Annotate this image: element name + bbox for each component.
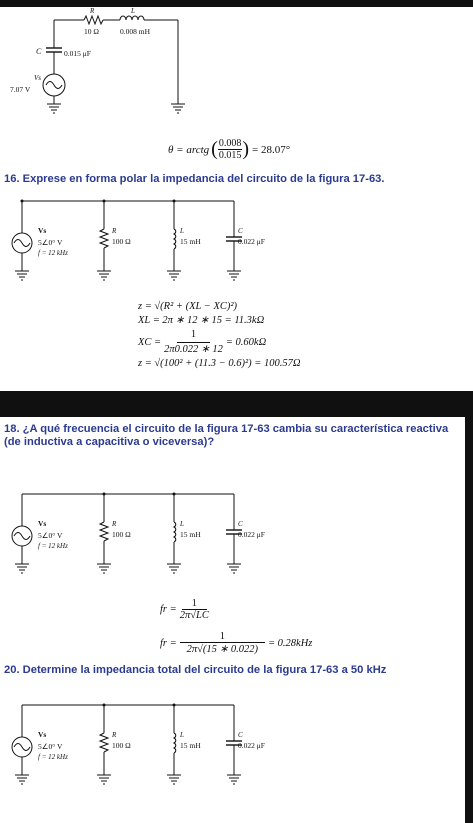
q20-heading: 20. Determine la impedancia total del circuito de la figura 17-63 a 50 kHz [4, 664, 387, 676]
q16-eq-impedance-formula: z = √(R² + (XL − XC)²) [138, 301, 238, 312]
r-symbol-label: R [112, 227, 117, 235]
r-symbol-label: R [112, 520, 117, 528]
l-value-label: 0.008 mH [120, 27, 150, 36]
q16-eq-xl: XL = 2π ∗ 12 ∗ 15 = 11.3kΩ [138, 315, 265, 326]
r-value-label: 100 Ω [112, 530, 131, 539]
q18-f1-denominator: 2π√LC [179, 609, 209, 621]
top-dark-bar [0, 0, 473, 7]
q18-eq-resonance-result: fr = $\frac{1}{2\pi√(15 ∗ 0.022)}$ = 0.28kHz [160, 631, 313, 655]
q18-heading: 18. ¿A qué frecuencia el circuito de la figura 17-63 cambia su característica reactiva (de inductiva a capacitiva o viceversa)? [4, 423, 449, 448]
l-symbol-label: L [180, 227, 184, 235]
c-value-label: 0.022 μF [238, 741, 265, 750]
inductor-symbol [120, 16, 144, 20]
q18-f2-denominator: 2π√(15 ∗ 0.022) [186, 644, 259, 655]
vs-freq-label: f = 12 kHz [38, 542, 68, 550]
l-symbol-label: L [180, 731, 184, 739]
l-symbol-label: L [131, 8, 135, 15]
vs-freq-label: f = 12 kHz [38, 753, 68, 761]
theta-rhs: = 28.07° [251, 143, 291, 156]
c-value-label: 0.022 μF [238, 237, 265, 246]
theta-lhs: θ = arctg [168, 143, 210, 156]
l-value-label: 15 mH [180, 530, 201, 539]
series-rlc-circuit [0, 8, 200, 120]
circuit-17-63-q16 [4, 193, 274, 291]
circuit-17-63-q18 [4, 486, 274, 584]
r-value-label: 100 Ω [112, 741, 131, 750]
theta-equation: θ = arctg ( $\frac{0.008}{0.015}$ ) = 28.07° [168, 138, 291, 161]
theta-numerator: 0.008 [218, 138, 242, 149]
l-value-label: 15 mH [180, 237, 201, 246]
vs-symbol-label: Vs [38, 519, 47, 528]
q16-heading: 16. Exprese en forma polar la impedancia del circuito de la figura 17-63. [4, 173, 385, 185]
theta-denominator: 0.015 [218, 150, 242, 161]
q16-equations [138, 300, 300, 371]
c-value-label: 0.022 μF [238, 530, 265, 539]
vs-freq-label: f = 12 kHz [38, 249, 68, 257]
c-symbol-label: C [36, 47, 42, 56]
q16-xc-numerator: 1 [177, 328, 210, 343]
resistor-symbol [84, 16, 103, 24]
right-dark-strip [465, 417, 473, 823]
circuit-17-63-q20 [4, 697, 274, 795]
vs-value-label: 5∠0° V [38, 238, 63, 247]
c-symbol-label: C [238, 520, 243, 528]
r-symbol-label: R [112, 731, 117, 739]
q18-f2-numerator: 1 [180, 631, 265, 643]
q16-eq-impedance-result: z = √(100² + (11.3 − 0.6)²) = 100.57Ω [138, 358, 301, 369]
q18-eq-resonance-formula: fr = $\frac{1}{2\pi√LC}$ [160, 597, 209, 621]
c-value-label: 0.015 μF [64, 49, 91, 58]
vs-symbol-label: Vs [34, 74, 41, 82]
q16-eq-xc: XC = $\frac{1}{2\pi 0.022 ∗ 12}$ = 0.60kΩ [138, 329, 267, 355]
vs-value-label: 5∠0° V [38, 742, 63, 751]
vs-value-label: 7.07 V [10, 85, 31, 94]
q16-xc-denominator: 2π0.022 ∗ 12 [164, 344, 223, 355]
l-value-label: 15 mH [180, 741, 201, 750]
c-symbol-label: C [238, 227, 243, 235]
r-value-label: 100 Ω [112, 237, 131, 246]
q18-f1-numerator: 1 [182, 598, 207, 610]
r-symbol-label: R [90, 8, 95, 15]
q18-equations [160, 592, 312, 660]
c-symbol-label: C [238, 731, 243, 739]
l-symbol-label: L [180, 520, 184, 528]
vs-symbol-label: Vs [38, 226, 47, 235]
r-value-label: 10 Ω [84, 27, 99, 36]
vs-value-label: 5∠0° V [38, 531, 63, 540]
section-divider-bar [0, 391, 473, 417]
vs-symbol-label: Vs [38, 730, 47, 739]
